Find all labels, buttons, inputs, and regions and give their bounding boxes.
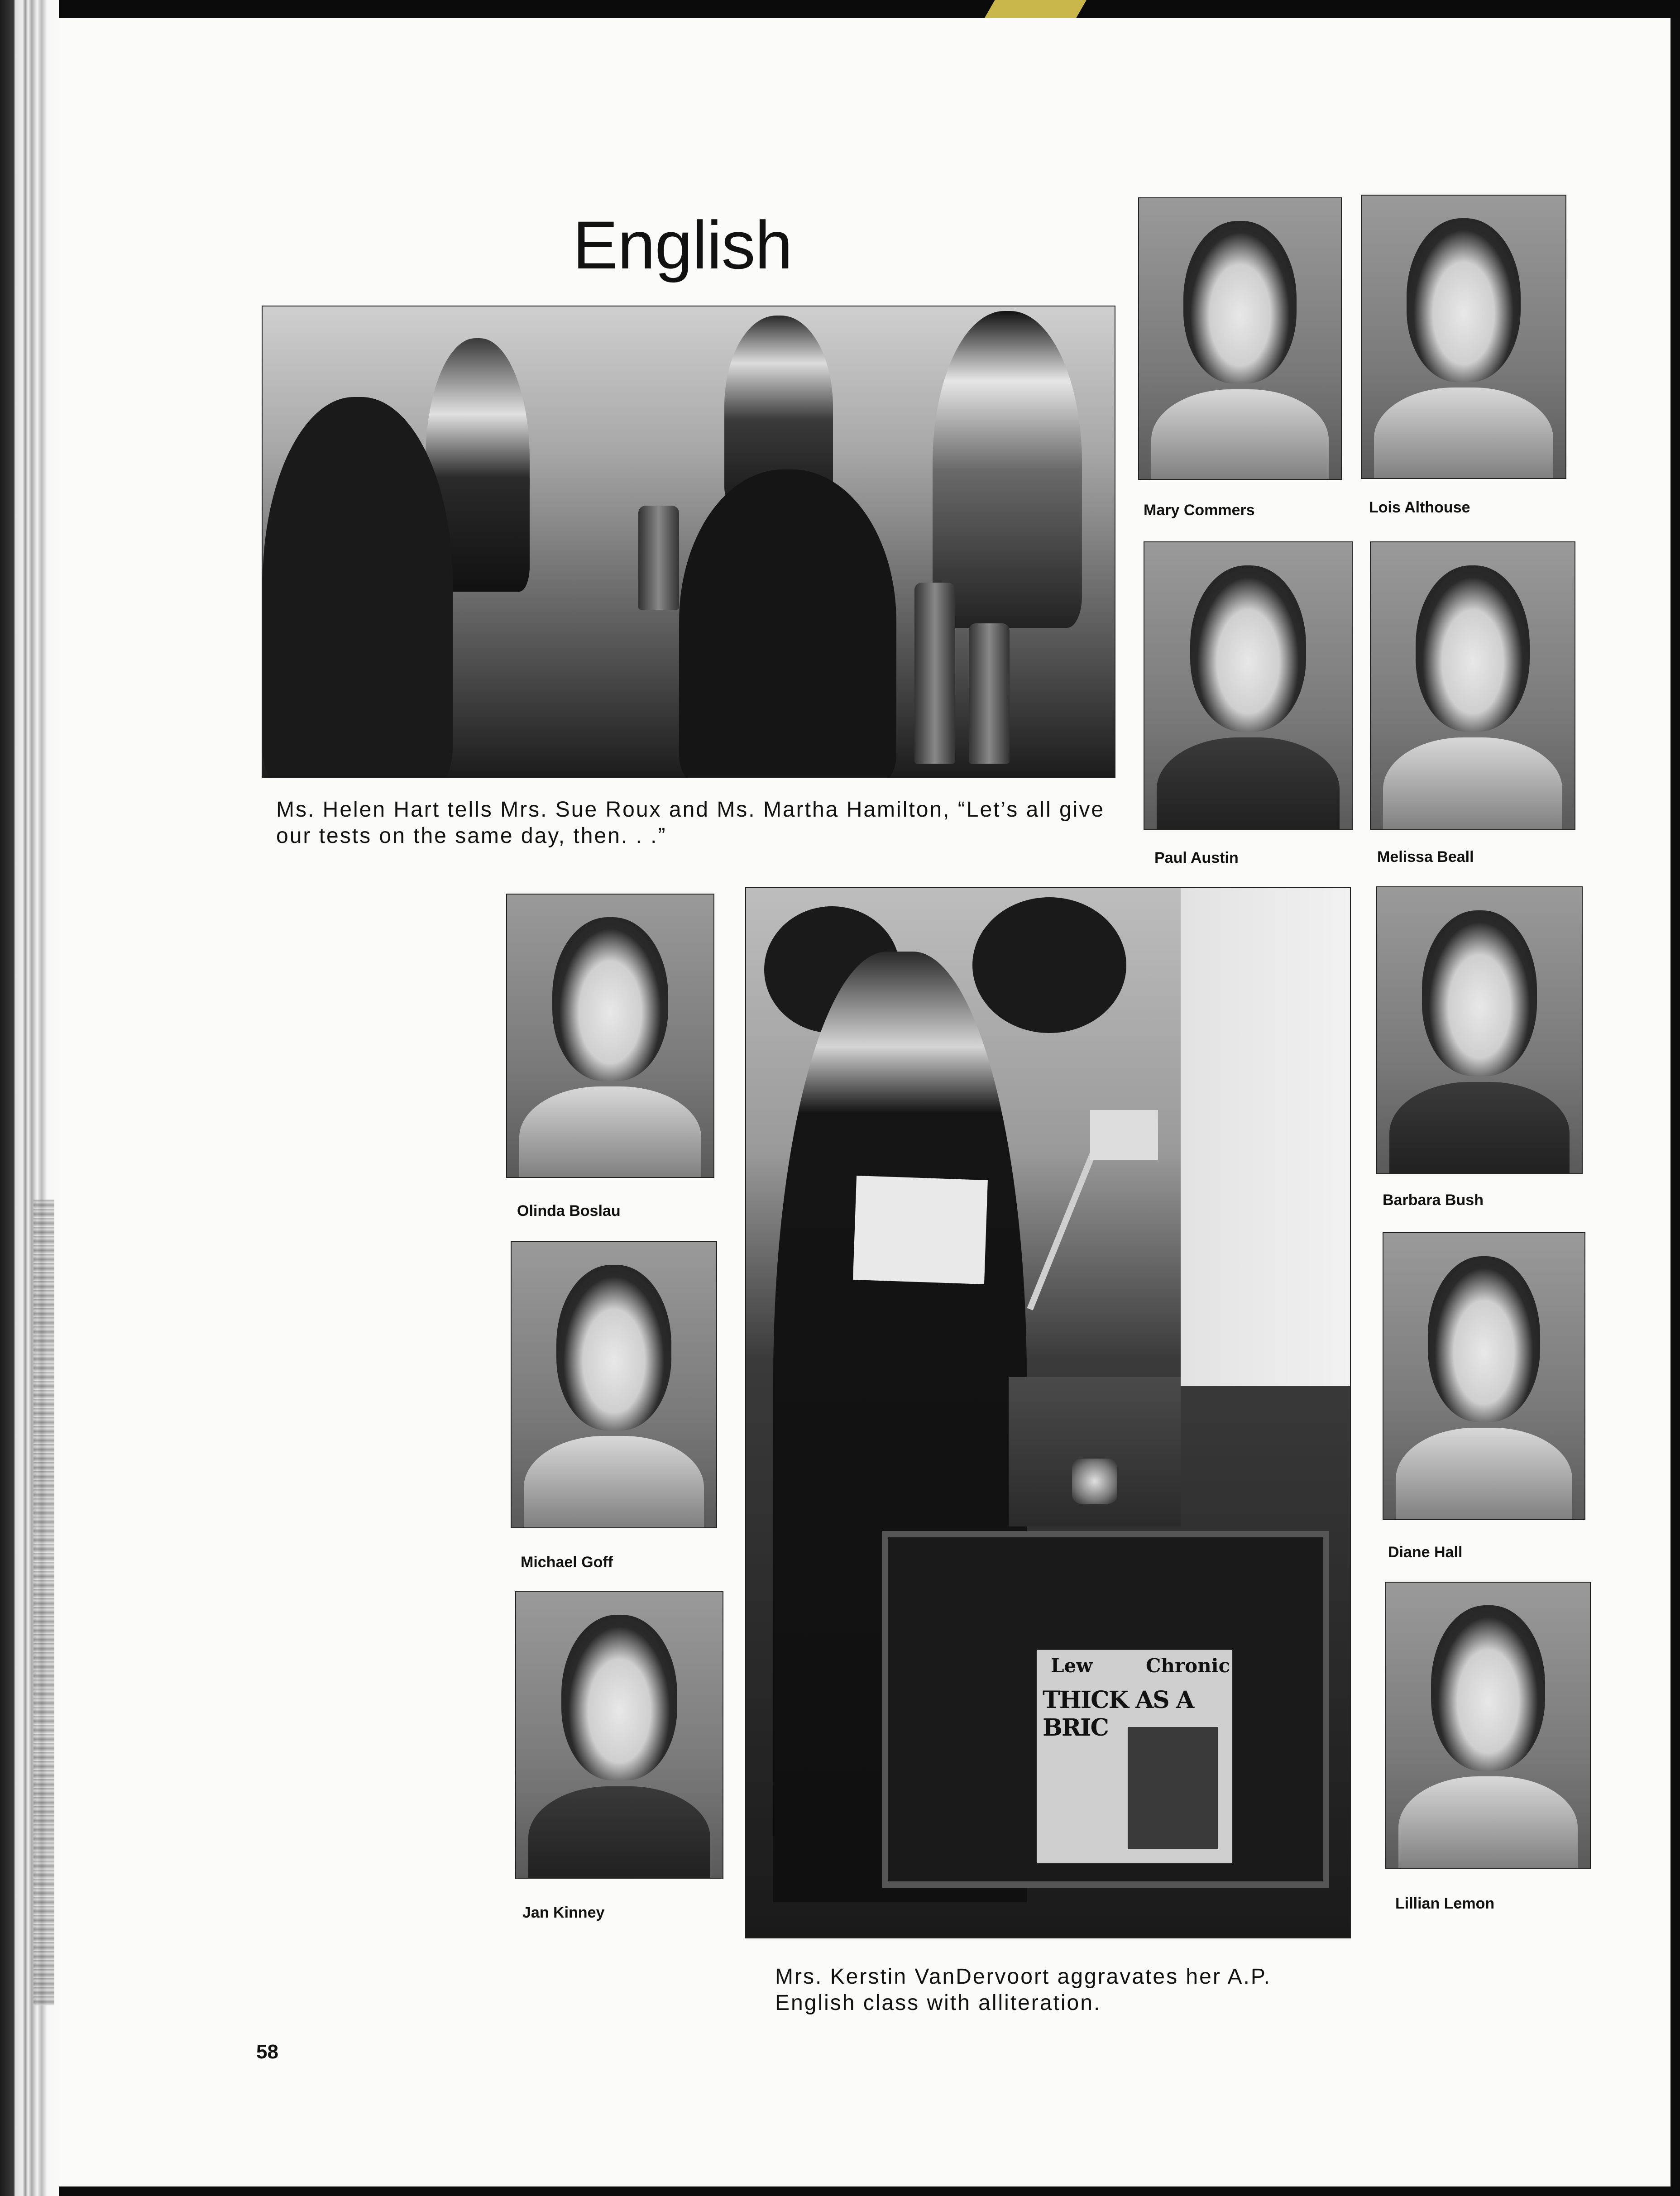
- portrait-shoulders: [524, 1436, 704, 1528]
- portrait-shoulders: [1398, 1776, 1578, 1869]
- portrait-shoulders: [1389, 1082, 1570, 1174]
- group-photo-caption: [276, 797, 1105, 849]
- book-spine: [0, 0, 59, 2196]
- portrait-shoulders: [1374, 388, 1553, 479]
- foreground-person-back: [679, 469, 896, 778]
- portrait-name: Paul Austin: [1154, 849, 1239, 866]
- portrait-name: Michael Goff: [521, 1554, 613, 1571]
- projector-head: [1090, 1110, 1158, 1160]
- portrait-shoulders: [1383, 737, 1562, 830]
- portrait-photo: [1138, 197, 1342, 480]
- portrait-photo: [506, 894, 714, 1178]
- portrait-head: [1416, 565, 1530, 732]
- portrait-photo: [1385, 1582, 1591, 1869]
- portrait-head: [561, 1615, 677, 1781]
- paper-sheet: [853, 1176, 988, 1284]
- portrait-shoulders: [1157, 737, 1339, 830]
- portrait-name: Diane Hall: [1388, 1544, 1463, 1561]
- wall-decoration: [972, 897, 1126, 1033]
- portrait-head: [1431, 1605, 1545, 1770]
- wall-panel: [1181, 888, 1350, 1386]
- newspaper-headline: THICK AS A BRIC: [1043, 1686, 1194, 1741]
- thermos: [638, 506, 679, 610]
- caption-line: Ms. Helen Hart tells Mrs. Sue Roux and Ms. Martha Hamilton, “Let’s all give: [276, 798, 1105, 822]
- portrait-photo: [1376, 886, 1583, 1174]
- portrait-photo: [511, 1241, 717, 1528]
- portrait-photo: [1361, 195, 1566, 479]
- page-top-edge: [0, 0, 1680, 18]
- portrait-name: Jan Kinney: [522, 1904, 605, 1921]
- thermos: [969, 623, 1010, 764]
- caption-line: our tests on the same day, then. . .”: [276, 824, 667, 848]
- portrait-head: [556, 1265, 671, 1430]
- portrait-head: [1183, 221, 1297, 384]
- portrait-shoulders: [1151, 389, 1329, 480]
- newspaper-photo: [1128, 1727, 1218, 1849]
- overhead-projector: [1009, 1377, 1181, 1526]
- newspaper-masthead-left: Lew: [1051, 1655, 1093, 1677]
- portrait-shoulders: [528, 1786, 710, 1879]
- photo-teacher-overhead-projector: [745, 887, 1351, 1938]
- spine-pages-edge: [34, 1200, 54, 2005]
- foreground-person-left: [263, 397, 453, 778]
- caption-line: English class with alliteration.: [775, 1991, 1101, 2015]
- newspaper-poster: [1036, 1649, 1233, 1864]
- newspaper-masthead-right: Chronic: [1146, 1655, 1230, 1677]
- group-photo-teachers-meeting: [262, 306, 1115, 778]
- portrait-head: [552, 917, 668, 1081]
- portrait-photo: [1370, 541, 1575, 830]
- portrait-head: [1190, 565, 1306, 732]
- portrait-name: Lillian Lemon: [1395, 1895, 1495, 1912]
- caption-line: Mrs. Kerstin VanDervoort aggravates her A.P.: [775, 1965, 1272, 1989]
- portrait-head: [1428, 1256, 1541, 1422]
- thermos: [914, 583, 955, 764]
- portrait-name: Melissa Beall: [1377, 848, 1474, 866]
- page-number: 58: [256, 2041, 278, 2063]
- portrait-name: Olinda Boslau: [517, 1202, 621, 1220]
- portrait-photo: [1383, 1232, 1585, 1520]
- portrait-name: Mary Commers: [1144, 502, 1255, 519]
- portrait-head: [1422, 910, 1536, 1076]
- seated-woman-right: [933, 311, 1082, 628]
- portrait-name: Barbara Bush: [1383, 1191, 1484, 1209]
- projector-lens: [1072, 1459, 1117, 1504]
- portrait-shoulders: [519, 1086, 701, 1178]
- projector-photo-caption: [775, 1964, 1271, 2016]
- portrait-shoulders: [1396, 1428, 1573, 1520]
- portrait-photo: [515, 1591, 723, 1879]
- page-title: English: [573, 207, 792, 283]
- portrait-name: Lois Althouse: [1369, 499, 1470, 516]
- portrait-head: [1407, 218, 1521, 382]
- portrait-photo: [1144, 541, 1353, 830]
